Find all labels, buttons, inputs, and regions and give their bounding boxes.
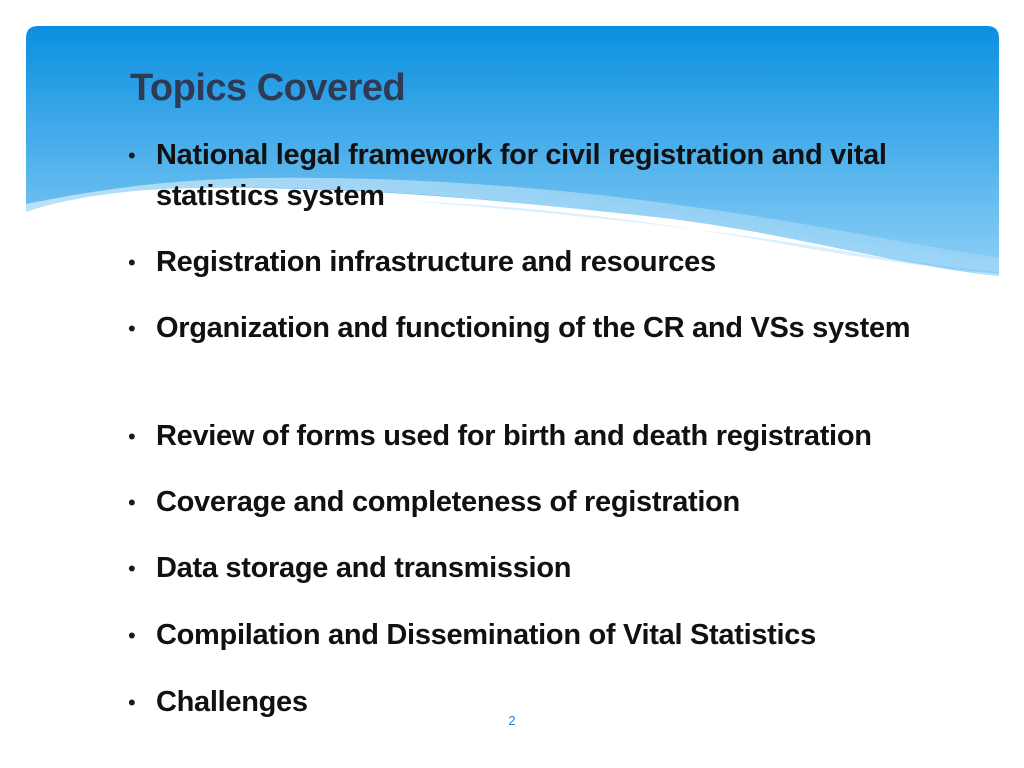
bullet-glyph: • [128,316,136,341]
list-item-text: National legal framework for civil registration and vital statistics system [156,139,887,212]
list-item [128,135,958,217]
list-item [128,548,958,589]
bullet-glyph: • [128,490,136,515]
list-item-text: Data storage and transmission [156,552,572,584]
list-item-text: Registration infrastructure and resources [156,246,716,278]
bullet-glyph: • [128,623,136,648]
bullet-glyph: • [128,143,136,168]
bullet-glyph: • [128,424,136,449]
list-item [128,242,958,283]
page-number: 2 [508,713,516,728]
slide-title: Topics Covered [130,67,406,109]
list-item [128,308,958,349]
bullet-glyph: • [128,556,136,581]
list-item-text: Review of forms used for birth and death registration [156,420,872,452]
list-item-text: Compilation and Dissemination of Vital Statistics [156,619,816,651]
list-item [128,416,958,457]
bullet-glyph: • [128,250,136,275]
list-item-text: Coverage and completeness of registration [156,486,740,518]
bullet-glyph: • [128,690,136,715]
list-item [128,615,958,656]
list-item-text: Challenges [156,686,308,718]
list-item [128,482,958,523]
list-item-text: Organization and functioning of the CR and VSs system [156,312,911,344]
list-item [128,682,958,723]
